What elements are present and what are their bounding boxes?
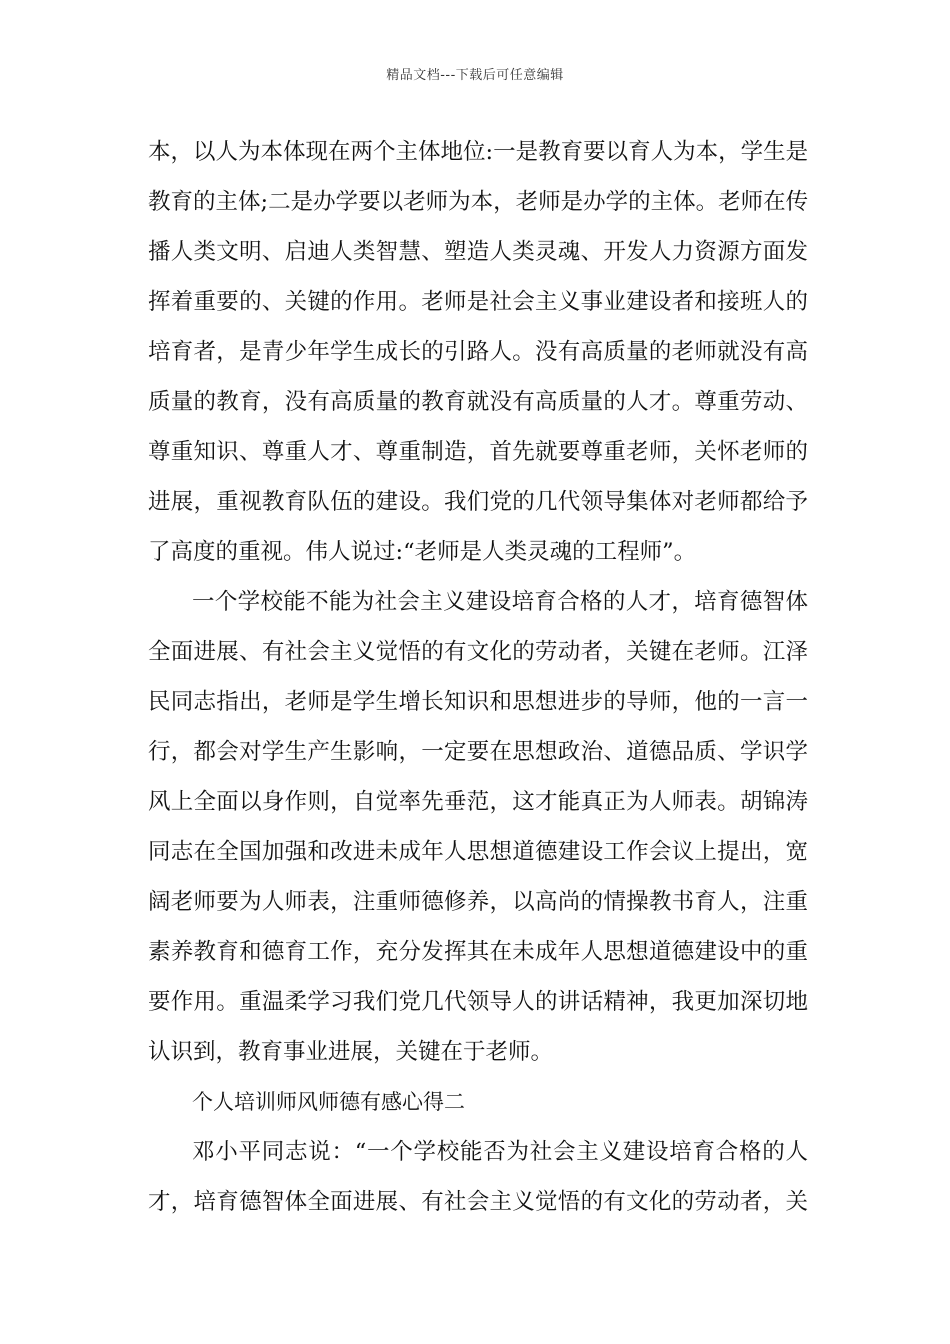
text-line: 要作用。重温柔学习我们党几代领导人的讲话精神，我更加深切地: [148, 989, 808, 1015]
text-line: 邓小平同志说：“一个学校能否为社会主义建设培育合格的人: [192, 1139, 808, 1165]
text-line: 教育的主体;二是办学要以老师为本，老师是办学的主体。老师在传: [148, 189, 808, 215]
text-line: 了高度的重视。伟人说过:“老师是人类灵魂的工程师”。: [148, 539, 697, 565]
section-heading: 个人培训师风师德有感心得二: [192, 1090, 465, 1114]
text-line: 进展，重视教育队伍的建设。我们党的几代领导集体对老师都给予: [148, 489, 808, 515]
page-header: 精品文档---下载后可任意编辑: [386, 68, 564, 83]
text-line: 素养教育和德育工作，充分发挥其在未成年人思想道德建设中的重: [148, 939, 808, 965]
text-line: 行，都会对学生产生影响，一定要在思想政治、道德品质、学识学: [148, 739, 808, 765]
text-line: 尊重知识、尊重人才、尊重制造，首先就要尊重老师，关怀老师的: [148, 439, 808, 465]
document-body: [148, 127, 808, 1227]
text-line: 质量的教育，没有高质量的教育就没有高质量的人才。尊重劳动、: [148, 389, 808, 415]
text-line: 本，以人为本体现在两个主体地位:一是教育要以育人为本，学生是: [148, 139, 808, 165]
text-line: 才，培育德智体全面进展、有社会主义觉悟的有文化的劳动者，关: [148, 1189, 808, 1215]
text-line: 培育者，是青少年学生成长的引路人。没有高质量的老师就没有高: [148, 339, 808, 365]
text-line: 播人类文明、启迪人类智慧、塑造人类灵魂、开发人力资源方面发: [148, 239, 808, 265]
text-line: 民同志指出，老师是学生增长知识和思想进步的导师，他的一言一: [148, 689, 808, 715]
text-line: 一个学校能不能为社会主义建设培育合格的人才，培育德智体: [192, 589, 808, 615]
text-line: 风上全面以身作则，自觉率先垂范，这才能真正为人师表。胡锦涛: [148, 789, 808, 815]
text-line: 同志在全国加强和改进未成年人思想道德建设工作会议上提出，宽: [148, 839, 808, 865]
text-line: 认识到，教育事业进展，关键在于老师。: [148, 1039, 554, 1065]
text-line: 阔老师要为人师表，注重师德修养，以高尚的情操教书育人，注重: [148, 889, 808, 915]
text-line: 挥着重要的、关键的作用。老师是社会主义事业建设者和接班人的: [148, 289, 808, 315]
text-line: 全面进展、有社会主义觉悟的有文化的劳动者，关键在老师。江泽: [148, 639, 808, 665]
